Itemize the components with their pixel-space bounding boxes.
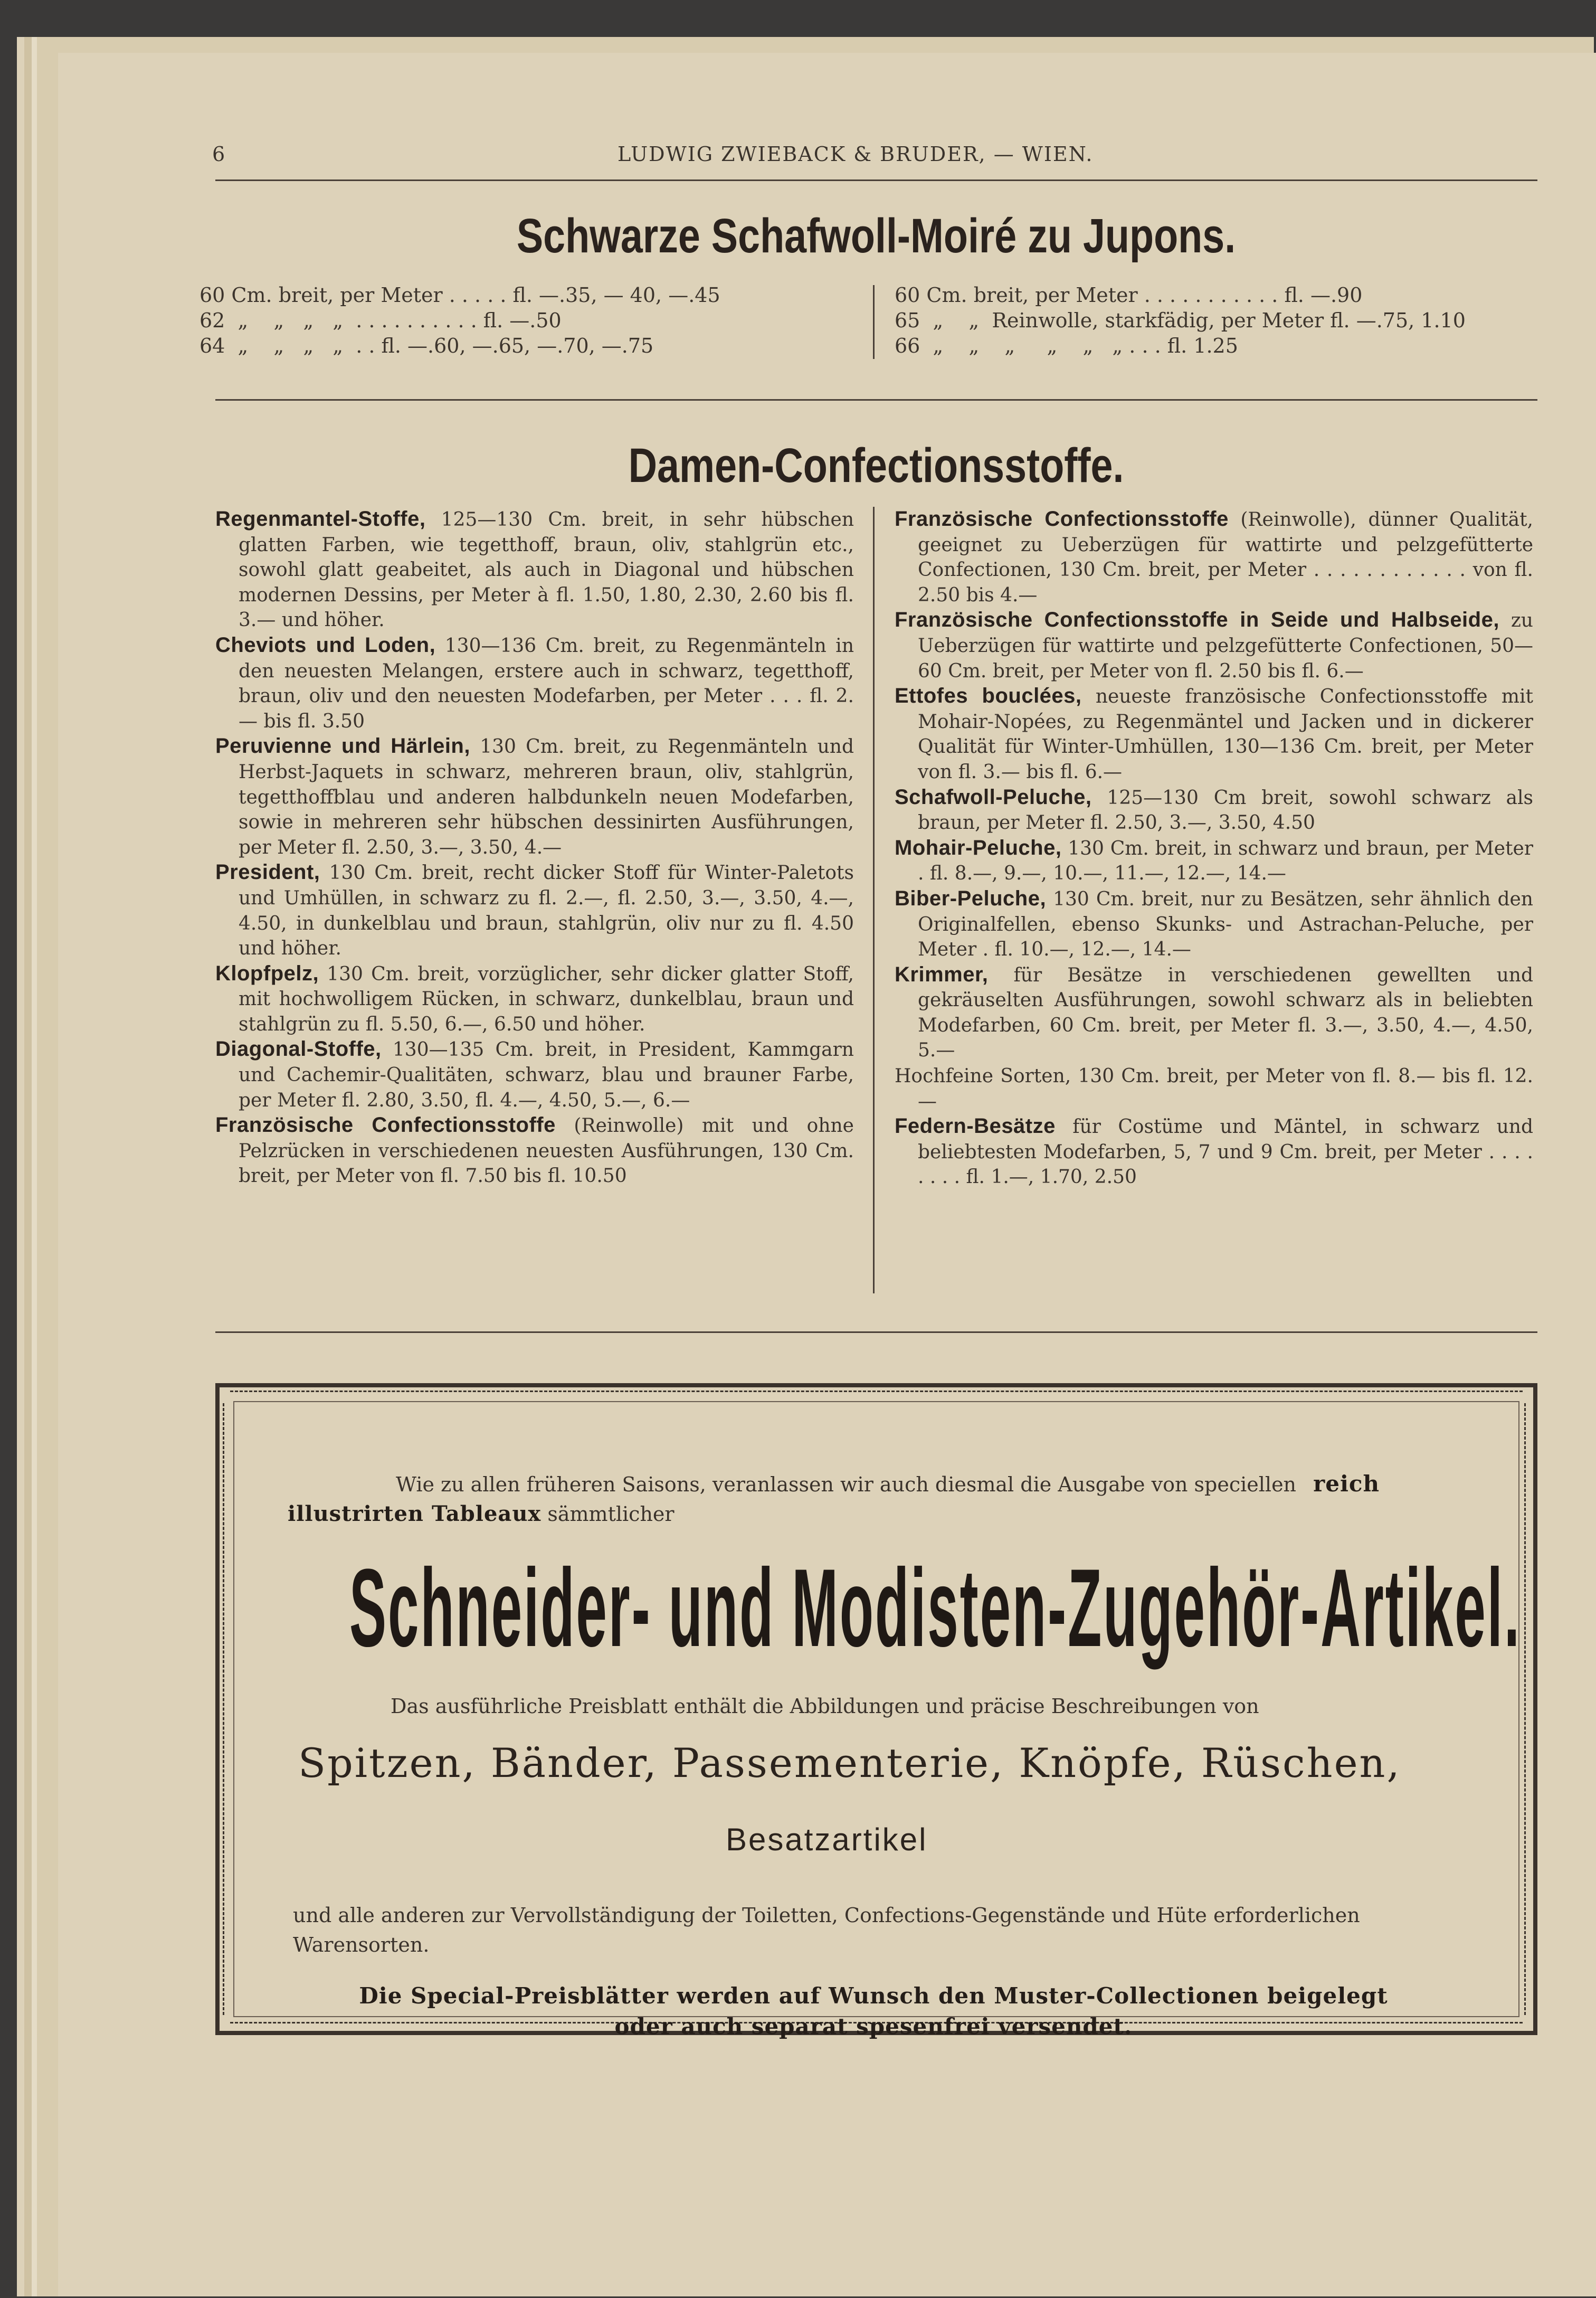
entry-biber-peluche (895, 886, 1533, 962)
entry-name: Cheviots und Loden, (215, 633, 436, 657)
box-subline: Das ausführliche Preisblatt enthält die Abbildungen und präcise Beschreibungen von (391, 1695, 1259, 1718)
box-final-line: oder auch separat spesenfrei versendet. (614, 2013, 1133, 2039)
moire-left-row: 62 „ „ „ „ . . . . . . . . . . fl. —.50 (200, 309, 562, 332)
entry-regenmantel (215, 507, 854, 633)
damen-right-column (895, 507, 1533, 1190)
entry-text: 130 Cm. breit, vorzüglicher, sehr dicker glatter Stoff, mit hochwolligem Rücken, in schwarz, dunkelblau, braun und stahlgrün zu fl. 5.50, 6.—, 6.50 und höher. (239, 963, 854, 1035)
entry-name: Krimmer, (895, 962, 989, 986)
damen-left-column (215, 507, 854, 1189)
moire-right-row: 65 „ „ Reinwolle, starkfädig, per Meter fl. —.75, 1.10 (895, 309, 1466, 332)
entry-text: 130 Cm. breit, nur zu Besätzen, sehr ähnlich den Originalfellen, ebenso Skunks- und Astrachan-Peluche, per Meter . fl. 10.—, 12.—, 14.— (918, 888, 1533, 961)
entry-text: neueste französische Confectionsstoffe mit Mohair-Nopées, zu Regenmäntel und Jacken und in dickerer Qualität für Winter-Umhüllen, 130—136 Cm. breit, per Meter von fl. 3.— bis fl. 6.— (918, 686, 1533, 783)
entry-name: Französische Confectionsstoffe in Seide und Halbseide, (895, 608, 1499, 632)
entry-schafwoll-peluche (895, 785, 1533, 836)
box-border-ornament (1524, 1403, 1530, 2015)
entry-text: 130—136 Cm. breit, zu Regenmänteln in den neuesten Melangen, erstere auch in schwarz, tegetthoff, braun, oliv und den neuesten Modefarben, per Meter . . . fl. 2.— bis fl. 3.50 (239, 635, 854, 732)
entry-cheviots (215, 633, 854, 734)
entry-text: 125—130 Cm. breit, in sehr hübschen glatten Farben, wie tegetthoff, braun, oliv, stahlgrün etc., sowohl glatt geabeitet, als auch in Diagonal und hübschen modernen Dessins, per Meter à fl. 1.50, 1.80, 2.30, 2.60 bis fl. 3.— und höher. (239, 509, 854, 631)
entry-name: Peruvienne und Härlein, (215, 734, 470, 758)
entry-text: 125—130 Cm breit, sowohl schwarz als braun, per Meter fl. 2.50, 3.—, 3.50, 4.50 (918, 787, 1533, 834)
entry-name: Biber-Peluche, (895, 886, 1047, 910)
entry-franz-seide (895, 608, 1533, 684)
entry-text: 130 Cm. breit, zu Regenmänteln und Herbst-Jaquets in schwarz, mehreren braun, oliv, stahlgrün, tegetthoffblau und anderen halbdunkeln neuen Modefarben, sowie in mehreren sehr hübschen dessinirten Ausführungen, per Meter fl. 2.50, 3.—, 3.50, 4.— (239, 736, 854, 858)
box-items: Spitzen, Bänder, Passementerie, Knöpfe, Rüschen, (298, 1739, 1401, 1786)
moire-left-table (200, 282, 720, 358)
entry-name: Diagonal-Stoffe, (215, 1037, 382, 1061)
entry-text: 130—135 Cm. breit, in President, Kammgarn und Cachemir-Qualitäten, schwarz, blau und brauner Farbe, per Meter fl. 2.80, 3.50, fl. 4.—, 4.50, 5.—, 6.— (239, 1039, 854, 1111)
entry-peruvienne (215, 734, 854, 860)
box-border-ornament (223, 1403, 229, 2015)
entry-text: (Reinwolle) mit und ohne Pelzrücken in verschiedenen neuesten Ausführungen, 130 Cm. breit, per Meter von fl. 7.50 bis fl. 10.50 (239, 1115, 854, 1187)
box-final-line: Die Special-Preisblätter werden auf Wunsch den Muster-Collectionen beigelegt (359, 1983, 1388, 2009)
box-besatz: Besatzartikel (726, 1822, 928, 1857)
entry-klopfpelz (215, 961, 854, 1037)
page-number: 6 (212, 143, 226, 166)
entry-name: Regenmantel-Stoffe, (215, 507, 426, 531)
header-rule (215, 179, 1537, 181)
moire-right-row: 66 „ „ „ „ „ „ . . . fl. 1.25 (895, 334, 1238, 357)
entry-krimmer (895, 962, 1533, 1063)
box-intro-text: Wie zu allen früheren Saisons, veranlassen wir auch diesmal die Ausgabe von speciellen (396, 1473, 1297, 1496)
moire-right-row: 60 Cm. breit, per Meter . . . . . . . . . . . fl. —.90 (895, 283, 1363, 307)
entry-name: Klopfpelz, (215, 961, 319, 985)
entry-text: (Reinwolle), dünner Qualität, geeignet zu Ueberzügen für wattirte und pelzgefütterte Confectionen, 130 Cm. breit, per Meter . . . . . . . . . . . . von fl. 2.50 bis 4.— (918, 509, 1534, 606)
entry-text: für Costüme und Mäntel, in schwarz und beliebtesten Modefarben, 5, 7 und 9 Cm. breit, per Meter . . . . . . . . fl. 1.—, 1.70, 2.50 (918, 1116, 1533, 1188)
box-rest-text: Warensorten. (293, 1933, 430, 1956)
moire-title: Schwarze Schafwoll-Moiré zu Jupons. (516, 209, 1236, 263)
entry-diagonal (215, 1037, 854, 1113)
box-intro-bold: illustrirten Tableaux (288, 1501, 542, 1526)
box-rest-text: und alle anderen zur Vervollständigung der Toiletten, Confections-Gegenstände und Hüte erforderlichen (293, 1904, 1360, 1927)
box-rest (293, 1900, 1454, 1960)
entry-ettofes (895, 684, 1533, 784)
moire-divider (873, 285, 875, 359)
entry-text: zu Ueberzügen für wattirte und pelzgefütterte Confectionen, 50—60 Cm. breit, per Meter von fl. 2.50 bis fl. 6.— (918, 610, 1533, 682)
entry-text: 130 Cm. breit, recht dicker Stoff für Winter-Paletots und Umhüllen, in schwarz zu fl. 2.—, fl. 2.50, 3.—, 3.50, 4.—, 4.50, in dunkelblau und braun, stahlgrün, oliv nur zu fl. 4.50 und höher. (239, 862, 854, 960)
entry-name: Schafwoll-Peluche, (895, 785, 1092, 809)
box-intro (288, 1469, 1454, 1529)
box-final (293, 1981, 1454, 2042)
entry-federn (895, 1114, 1533, 1190)
box-headline: Schneider- und Modisten-Zugehör-Artikel. (349, 1546, 1522, 1670)
entry-president (215, 860, 854, 961)
entry-name: President, (215, 860, 320, 884)
entry-name: Federn-Besätze (895, 1114, 1056, 1138)
entry-text: Hochfeine Sorten, 130 Cm. breit, per Meter von fl. 8.— bis fl. 12.— (895, 1065, 1533, 1112)
running-title: LUDWIG ZWIEBACK & BRUDER, — WIEN. (618, 143, 1094, 166)
entry-text: für Besätze in verschiedenen gewellten und gekräuselten Ausführungen, sowohl schwarz als in beliebten Modefarben, 60 Cm. breit, per Meter fl. 3.—, 3.50, 4.—, 4.50, 5.— (918, 964, 1533, 1062)
entry-hochfeine (895, 1063, 1533, 1114)
section-rule (215, 1331, 1537, 1333)
damen-title: Damen-Confectionsstoffe. (628, 439, 1124, 493)
section-rule (215, 399, 1537, 401)
box-border-ornament (230, 1391, 1523, 1396)
entry-name: Ettofes bouclées, (895, 684, 1082, 708)
entry-name: Mohair-Peluche, (895, 836, 1062, 859)
entry-mohair-peluche (895, 836, 1533, 886)
column-divider (873, 507, 875, 1293)
entry-text: 130 Cm. breit, in schwarz und braun, per Meter . fl. 8.—, 9.—, 10.—, 11.—, 12.—, 14.— (918, 837, 1533, 885)
moire-left-row: 64 „ „ „ „ . . fl. —.60, —.65, —.70, —.75 (200, 334, 654, 357)
entry-name: Französische Confectionsstoffe (895, 507, 1229, 531)
entry-franz-reinwolle (895, 507, 1533, 608)
box-intro-end: sämmtlicher (547, 1502, 674, 1526)
entry-name: Französische Confectionsstoffe (215, 1113, 556, 1137)
moire-left-row: 60 Cm. breit, per Meter . . . . . fl. —.35, — 40, —.45 (200, 283, 720, 307)
entry-franz-confection (215, 1113, 854, 1189)
box-intro-bold: reich (1313, 1471, 1380, 1497)
moire-right-table (895, 282, 1466, 358)
